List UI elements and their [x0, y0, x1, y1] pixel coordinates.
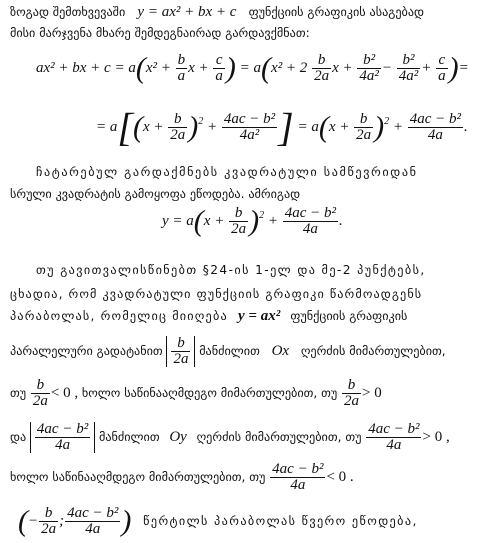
- frac-den: 2a: [41, 521, 57, 537]
- frac-b-over-2a-5: [171, 336, 190, 367]
- frac-den: 4a: [85, 521, 101, 537]
- abs-b-over-2a: [166, 336, 195, 367]
- frac-disc-over-4a-2: [283, 206, 338, 237]
- frac-den: 2a: [314, 68, 330, 84]
- distance-text: მანძილით: [98, 429, 160, 444]
- eq2-rparen: ): [188, 110, 199, 144]
- translation-text-b: მანძილით: [199, 343, 260, 358]
- eq1-lparen: (: [135, 51, 146, 85]
- frac-b-over-a: [176, 53, 188, 84]
- frac-num: b: [312, 53, 331, 69]
- oy-axis-label: Oy: [169, 428, 187, 445]
- ox-axis-label: Ox: [271, 342, 290, 359]
- eq2-lbracket: [: [117, 104, 133, 150]
- eq2-eq-a-2: = a: [297, 118, 319, 135]
- frac-b-over-2a-4: [229, 206, 248, 237]
- frac-num: b: [354, 112, 373, 128]
- eq2-lparen: (: [132, 110, 143, 144]
- vertex-point: [18, 504, 132, 538]
- frac-disc-over-4a-3: [35, 422, 90, 453]
- frac-num: b: [229, 206, 248, 222]
- frac-num: b: [177, 52, 186, 68]
- line-conclusion: ცხადია, რომ კვადრატული ფუნქციის გრაფიკი წარმოადგენს: [10, 287, 423, 301]
- frac-den: a: [438, 68, 446, 84]
- parabola-text-b: ფუნქციის გრაფიკის: [290, 309, 408, 323]
- vf-y-eq-a: y = a: [162, 212, 194, 229]
- and-text: და: [10, 429, 27, 444]
- frac-den: 4a²: [359, 68, 379, 84]
- frac-c-over-a-2: [436, 53, 448, 84]
- line-completing-square-1: ჩატარებულ გარდაქმნებს კვადრატული სამწევრიდან: [36, 165, 418, 179]
- eq2-xplus: x +: [142, 118, 164, 135]
- eq2-square: 2: [198, 115, 204, 127]
- vertex-form-equation: [162, 206, 343, 237]
- eq1-rparen-2: ): [448, 51, 459, 85]
- frac-num: b: [342, 378, 361, 394]
- line-condition-b: [10, 378, 382, 409]
- abs-disc-over-4a: [30, 422, 95, 453]
- eq2-dot: .: [464, 118, 468, 135]
- vf-plus: +: [267, 212, 278, 229]
- frac-den: a: [177, 68, 186, 84]
- line-condition-c: [10, 462, 354, 493]
- cond-if: თუ: [10, 385, 27, 400]
- line-transform-intro: მისი მარჯვენა მხარე შემდეგნაირად გარდავქმნათ:: [10, 26, 310, 40]
- eq1-rparen: ): [225, 51, 236, 85]
- eq1-x2-2: x² + 2: [271, 59, 308, 76]
- line-reference: თუ გავითვალისწინებთ §24-ის 1-ელ და მე-2 პუნქტებს,: [36, 263, 426, 277]
- frac-b-over-2a-7: [342, 378, 361, 409]
- eq2-rparen-2: ): [374, 110, 385, 144]
- frac-num: b²: [357, 53, 381, 69]
- eq1-lparen-2: (: [261, 51, 272, 85]
- frac-num: b: [31, 378, 50, 394]
- opposite-direction-text: ხოლო საწინააღმდეგო მიმართულებით, თუ: [10, 469, 266, 484]
- frac-num: 4ac − b²: [223, 111, 276, 127]
- cond-lt-zero: < 0 ,: [50, 384, 79, 401]
- frac-den: 4a: [427, 127, 443, 143]
- frac-num: 4ac − b²: [284, 205, 336, 221]
- frac-num: 4ac − b²: [36, 421, 89, 437]
- line-vertex: [18, 506, 418, 537]
- eq2-plus: +: [206, 118, 218, 135]
- line-translation-x: [10, 336, 446, 367]
- cond-lt-zero-2: < 0 .: [326, 468, 354, 485]
- frac-den: 2a: [344, 393, 360, 409]
- eq2-xplus-2: x +: [328, 118, 350, 135]
- eq1-eq-a: = a: [239, 59, 262, 76]
- basic-parabola-formula: y = ax²: [237, 308, 281, 324]
- eq1-x2: x² +: [145, 59, 171, 76]
- frac-den: 2a: [32, 393, 48, 409]
- eq1-end: =: [458, 59, 469, 76]
- translation-text-c: ღერძის მიმართულებით,: [300, 343, 446, 358]
- frac-b2-over-4a2: [357, 53, 381, 84]
- frac-num: 4ac − b²: [67, 505, 119, 521]
- vf-dot: .: [338, 212, 343, 229]
- frac-disc-over-4a2: [222, 112, 277, 143]
- frac-b-over-2a-3: [354, 112, 373, 143]
- eq2-lparen-2: (: [318, 110, 329, 144]
- frac-den: 4a: [302, 221, 318, 237]
- frac-num: b²: [397, 53, 421, 69]
- frac-den: 4a²: [398, 68, 419, 84]
- frac-den: a: [215, 68, 223, 84]
- line-intro: [10, 4, 424, 21]
- line-translation-y: [10, 422, 450, 453]
- oy-direction-text: ღერძის მიმართულებით, თუ: [196, 429, 362, 444]
- frac-den: 2a: [170, 127, 186, 143]
- frac-b-over-2a-8: [39, 506, 58, 537]
- equation-step-2: [96, 104, 468, 150]
- frac-disc-over-4a-4: [366, 422, 421, 453]
- frac-num: 4ac − b²: [272, 461, 324, 477]
- vf-rparen: ): [249, 204, 260, 238]
- frac-num: b: [171, 336, 190, 352]
- frac-b2-over-4a2-b: [397, 53, 421, 84]
- vertex-text: წერტილს პარაბოლას წვერო ეწოდება,: [143, 513, 418, 528]
- frac-num: 4ac − b²: [368, 421, 420, 437]
- equation-step-1: [36, 53, 469, 84]
- parabola-text-a: პარაბოლას, რომელიც მიიღება: [10, 309, 228, 323]
- frac-c-over-a: [213, 53, 225, 84]
- intro-text-b: ფუნქციის გრაფიკის ასაგებად: [248, 5, 425, 19]
- eq1-plus: +: [421, 59, 432, 76]
- line-parabola: [10, 308, 407, 325]
- cond-opposite-text: ხოლო საწინააღმდეგო მიმართულებით, თუ: [81, 385, 338, 400]
- frac-num: 4ac − b²: [409, 111, 462, 127]
- vertex-semicolon: ;: [59, 512, 65, 529]
- eq2-rbracket: ]: [278, 104, 294, 150]
- eq1-lhs: ax² + bx + c = a: [36, 59, 136, 76]
- translation-text-a: პარალელური გადატანით: [10, 343, 163, 358]
- frac-b-over-2a-2: [168, 112, 187, 143]
- frac-disc-over-4a-5: [270, 462, 325, 493]
- cond-gt-zero-2: > 0 ,: [422, 428, 450, 445]
- eq1-xplus-2: x +: [332, 59, 353, 76]
- frac-num: b: [39, 506, 58, 522]
- eq1-minus: −: [381, 59, 392, 76]
- quadratic-formula: y = ax² + bx + c: [137, 4, 237, 20]
- frac-disc-over-4a: [408, 112, 463, 143]
- vf-xplus: x +: [203, 212, 225, 229]
- frac-b-over-2a-6: [31, 378, 50, 409]
- frac-den: 2a: [231, 221, 247, 237]
- vf-square: 2: [259, 209, 265, 221]
- eq2-eq-a: = a: [96, 118, 118, 135]
- eq2-plus-2: +: [392, 118, 403, 135]
- intro-text-a: ზოგად შემთხვევაში: [10, 5, 126, 19]
- vf-lparen: (: [193, 204, 204, 238]
- frac-den: 4a: [386, 437, 402, 453]
- line-completing-square-2: სრული კვადრატის გამოყოფა ეწოდება. ამრიგად: [10, 187, 301, 201]
- frac-disc-over-4a-6: [65, 506, 120, 537]
- eq1-xplus: x +: [188, 59, 209, 76]
- eq2-square-2: 2: [384, 115, 390, 127]
- vertex-rparen: ): [121, 504, 132, 538]
- frac-num: c: [213, 53, 225, 69]
- frac-b-over-2a: [312, 53, 331, 84]
- cond-gt-zero: > 0: [362, 384, 382, 401]
- frac-den: 4a: [55, 437, 71, 453]
- frac-den: 2a: [173, 351, 189, 367]
- frac-den: 4a: [290, 477, 306, 493]
- frac-num: b: [168, 112, 187, 128]
- frac-num: c: [436, 53, 448, 69]
- frac-den: 4a²: [239, 127, 260, 143]
- frac-den: 2a: [356, 127, 372, 143]
- vertex-neg: −: [28, 512, 39, 529]
- vertex-lparen: (: [18, 504, 28, 538]
